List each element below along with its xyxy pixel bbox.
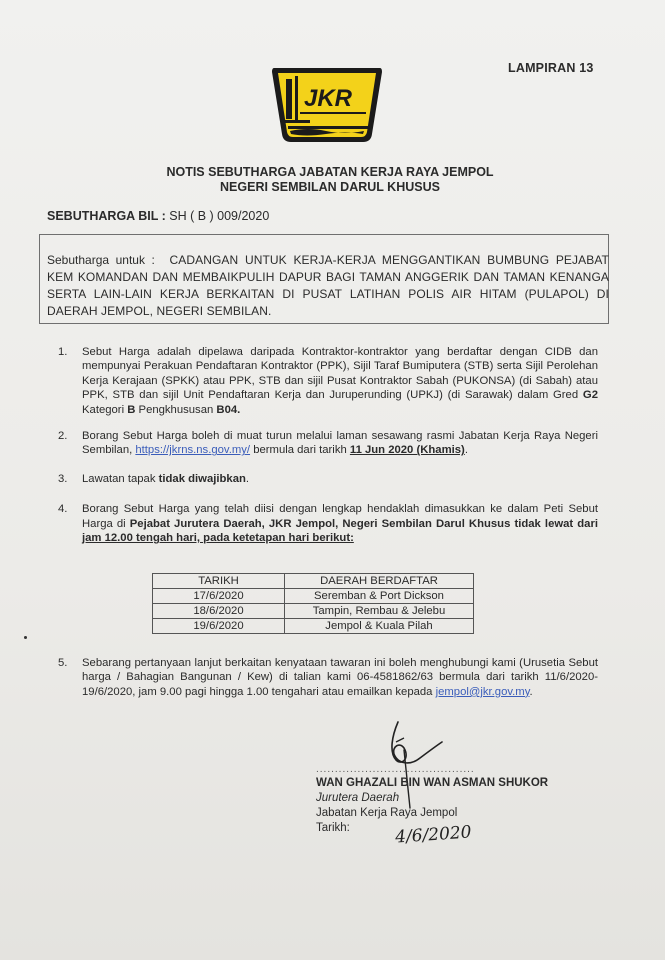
item-text: . (245, 472, 250, 485)
item-number: 2. (58, 430, 68, 443)
signer-position: Jurutera Daerah (316, 792, 400, 804)
header-cell: DAERAH BERDAFTAR (285, 574, 474, 589)
item-text: . (529, 685, 533, 698)
notice-item-5 (58, 656, 598, 699)
site-visit-status: tidak diwajibkan (158, 472, 246, 485)
subject-content: CADANGAN UNTUK KERJA-KERJA MENGGANTIKAN BUMBUNG PEJABAT KEM KOMANDAN DAN MEMBAIKPULIH DAPUR BAGI TAMAN ANGGERIK DAN TAMAN KENANGA SERTA LAIN-LAIN KERJA BERKAITAN DI PUSAT LATIHAN POLIS AIR HITAM (PULAPOL) DI DAERAH JEMPOL, NEGERI SEMBILAN. (47, 253, 609, 318)
subject-text (47, 252, 609, 320)
sebutharga-bil (47, 209, 269, 223)
logo-text: JKR (304, 85, 353, 112)
list-item (58, 429, 598, 458)
item-number: 3. (58, 472, 68, 485)
jkr-logo (268, 64, 386, 146)
email-link[interactable]: jempol@jkr.gov.my (435, 685, 530, 698)
item-text: bermula dari tarikh (250, 444, 350, 457)
item-text: Kategori (82, 403, 128, 416)
item-text: Sebut Harga adalah dipelawa daripada Kontraktor-kontraktor yang berdaftar dengan CIDB dan mempunyai Perakuan Pendaftaran Kontraktor (PPK), Sijil Taraf Bumiputera (STB) serta Sijil Perolehan Kerja Kerajaan (SPKK) atau PPK, STB dan sijil Pusat Kontraktor Sabah (PUKONSA) (di Sabah) atau PPK, STB dan sijil Unit Pendaftaran Kerja dan Juruperunding (UPKJ) (di Sarawak) dalam Gred (82, 346, 598, 402)
specialization-value: B04. (216, 403, 241, 416)
table-row (153, 589, 474, 604)
signer-department: Jabatan Kerja Raya Jempol (316, 807, 458, 819)
lampiran-label: LAMPIRAN 13 (508, 61, 594, 75)
title-line-1: NOTIS SEBUTHARGA JABATAN KERJA RAYA JEMPOL (166, 165, 494, 179)
website-link[interactable]: https://jkrns.ns.gov.my/ (135, 444, 251, 457)
list-item (58, 656, 598, 699)
item-text: Sebarang pertanyaan lanjut berkaitan kenyataan tawaran ini boleh menghubungi kami (Urusetia Sebut harga / Bahagian Bangunan / Kew) di talian kami 06-4581862/63 bermula dari tarikh 11/6/2020-19/6/2020, jam 9.00 pagi hingga 1.00 tengahari atau emailkan kepada (82, 657, 598, 698)
subject-lead: Sebutharga untuk : (47, 253, 155, 267)
grade-value: G2 (582, 389, 598, 402)
bil-label: SEBUTHARGA BIL : (47, 209, 166, 223)
handwritten-date-text: 4/6/2020 (394, 822, 473, 848)
item-text: Pengkhususan (135, 403, 217, 416)
submission-deadline: jam 12.00 tengah hari, pada ketetapan hari berikut: (82, 532, 354, 545)
item-text: Lawatan tapak (82, 472, 159, 485)
handwritten-date (393, 812, 483, 852)
item-text: . (464, 444, 468, 457)
table-cell: Jempol & Kuala Pilah (285, 619, 474, 634)
table-cell: Tampin, Rembau & Jelebu (285, 604, 474, 619)
table-row (153, 604, 474, 619)
table-cell: 17/6/2020 (153, 589, 285, 604)
list-item (58, 472, 598, 486)
bil-value: SH ( B ) 009/2020 (169, 209, 270, 223)
table-cell: 19/6/2020 (153, 619, 285, 634)
start-date: 11 Jun 2020 (Khamis) (349, 444, 465, 457)
signer-name: WAN GHAZALI BIN WAN ASMAN SHUKOR (316, 777, 549, 789)
notice-title (120, 165, 540, 195)
submission-office: Pejabat Jurutera Daerah, JKR Jempol, Negeri Sembilan Darul Khusus tidak lewat dari (129, 517, 598, 530)
category-value: B (127, 403, 136, 416)
list-item (58, 502, 598, 545)
date-label: Tarikh: (316, 822, 350, 834)
stray-mark (24, 636, 27, 639)
table-cell: Seremban & Port Dickson (285, 589, 474, 604)
table-header-row (153, 574, 474, 589)
notice-items (58, 345, 598, 545)
signature-line: .......................................... (316, 764, 475, 775)
title-line-2: NEGERI SEMBILAN DARUL KHUSUS (220, 180, 440, 194)
item-number: 5. (58, 657, 68, 669)
list-item (58, 345, 598, 417)
item-number: 1. (58, 346, 68, 358)
item-text: Borang Sebut Harga boleh di muat turun melalui laman sesawang rasmi Jabatan Kerja Raya Negeri Sembilan, (82, 430, 598, 457)
table-row (153, 619, 474, 634)
schedule-table (152, 573, 474, 634)
header-cell: TARIKH (153, 574, 285, 589)
item-number: 4. (58, 503, 68, 516)
table-cell: 18/6/2020 (153, 604, 285, 619)
item-text: Borang Sebut Harga yang telah diisi dengan lengkap hendaklah dimasukkan ke dalam Peti Sebut Harga di (82, 503, 598, 530)
